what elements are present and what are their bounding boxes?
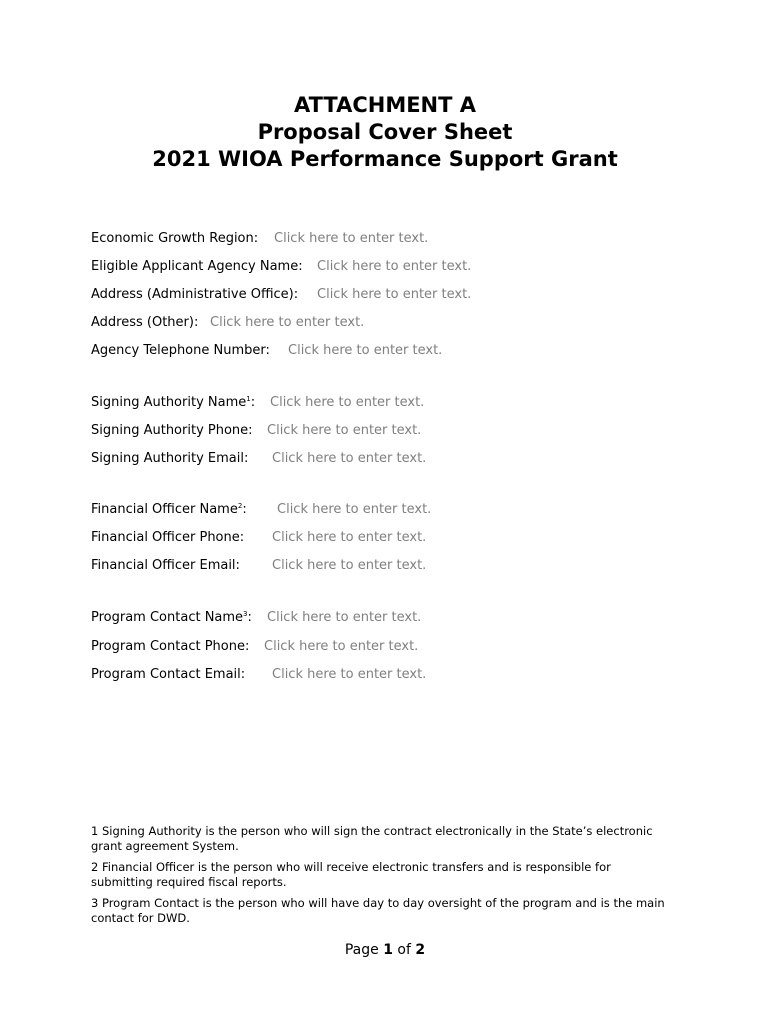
field-signing-authority-email [91,450,427,468]
footnote-3: 3 Program Contact is the person who will have day to day oversight of the program and is the main contact for DWD. [91,896,665,925]
title-line-2: Proposal Cover Sheet [257,120,513,144]
signing-authority-email-input[interactable]: Click here to enter text. [272,451,427,466]
footnotes [91,824,671,932]
field-label: Agency Telephone Number: [91,343,270,358]
program-contact-email-input[interactable]: Click here to enter text. [272,667,427,682]
field-address-other [91,314,365,332]
page-word: Page [344,942,379,958]
field-label: Signing Authority Email: [91,451,249,466]
field-financial-officer-phone [91,529,427,547]
signing-authority-phone-input[interactable]: Click here to enter text. [267,423,422,438]
title-line-3: 2021 WIOA Performance Support Grant [152,147,618,171]
footnote-ref: 3 [243,610,248,618]
field-program-contact-name [91,609,422,627]
field-label: Signing Authority Phone: [91,423,253,438]
financial-officer-name-input[interactable]: Click here to enter text. [277,502,432,517]
footnote-1: 1 Signing Authority is the person who will sign the contract electronically in the State’s electronic grant agreement System. [91,824,653,853]
field-label: Eligible Applicant Agency Name: [91,259,303,274]
address-other-input[interactable]: Click here to enter text. [210,315,365,330]
of-word: of [397,942,411,958]
field-label: Address (Administrative Office): [91,287,299,302]
field-address-admin [91,286,472,304]
field-label: Program Contact Email: [91,667,246,682]
field-signing-authority-phone [91,422,422,440]
field-financial-officer-name [91,501,432,519]
field-economic-growth-region [91,230,429,248]
economic-growth-region-input[interactable]: Click here to enter text. [274,231,429,246]
agency-telephone-input[interactable]: Click here to enter text. [288,343,443,358]
field-label: Economic Growth Region: [91,231,259,246]
footnote-ref: 1 [246,395,251,403]
footnote-2: 2 Financial Officer is the person who will receive electronic transfers and is responsible for submitting required fiscal reports. [91,860,611,889]
field-label: Financial Officer Phone: [91,530,245,545]
financial-officer-email-input[interactable]: Click here to enter text. [272,558,427,573]
current-page: 1 [383,942,393,958]
program-contact-phone-input[interactable]: Click here to enter text. [264,639,419,654]
field-eligible-applicant-agency-name [91,258,472,276]
field-label: Signing Authority Name$^1$: [91,395,256,410]
address-admin-input[interactable]: Click here to enter text. [317,287,472,302]
program-contact-name-input[interactable]: Click here to enter text. [267,610,422,625]
signing-authority-name-input[interactable]: Click here to enter text. [270,395,425,410]
field-label: Program Contact Phone: [91,639,250,654]
field-label: Financial Officer Email: [91,558,240,573]
field-program-contact-phone [91,638,419,656]
field-financial-officer-email [91,557,427,575]
title-line-1: ATTACHMENT A [293,93,477,117]
field-label: Address (Other): [91,315,199,330]
total-pages: 2 [415,942,426,958]
financial-officer-phone-input[interactable]: Click here to enter text. [272,530,427,545]
page-number [0,942,770,958]
agency-name-input[interactable]: Click here to enter text. [317,259,472,274]
field-label: Program Contact Name$^3$: [91,610,252,625]
field-program-contact-email [91,666,427,684]
field-agency-telephone [91,342,443,360]
field-signing-authority-name [91,394,425,412]
footnote-ref: 2 [237,502,243,510]
field-label: Financial Officer Name$^2$: [91,502,247,517]
document-title [0,92,770,173]
